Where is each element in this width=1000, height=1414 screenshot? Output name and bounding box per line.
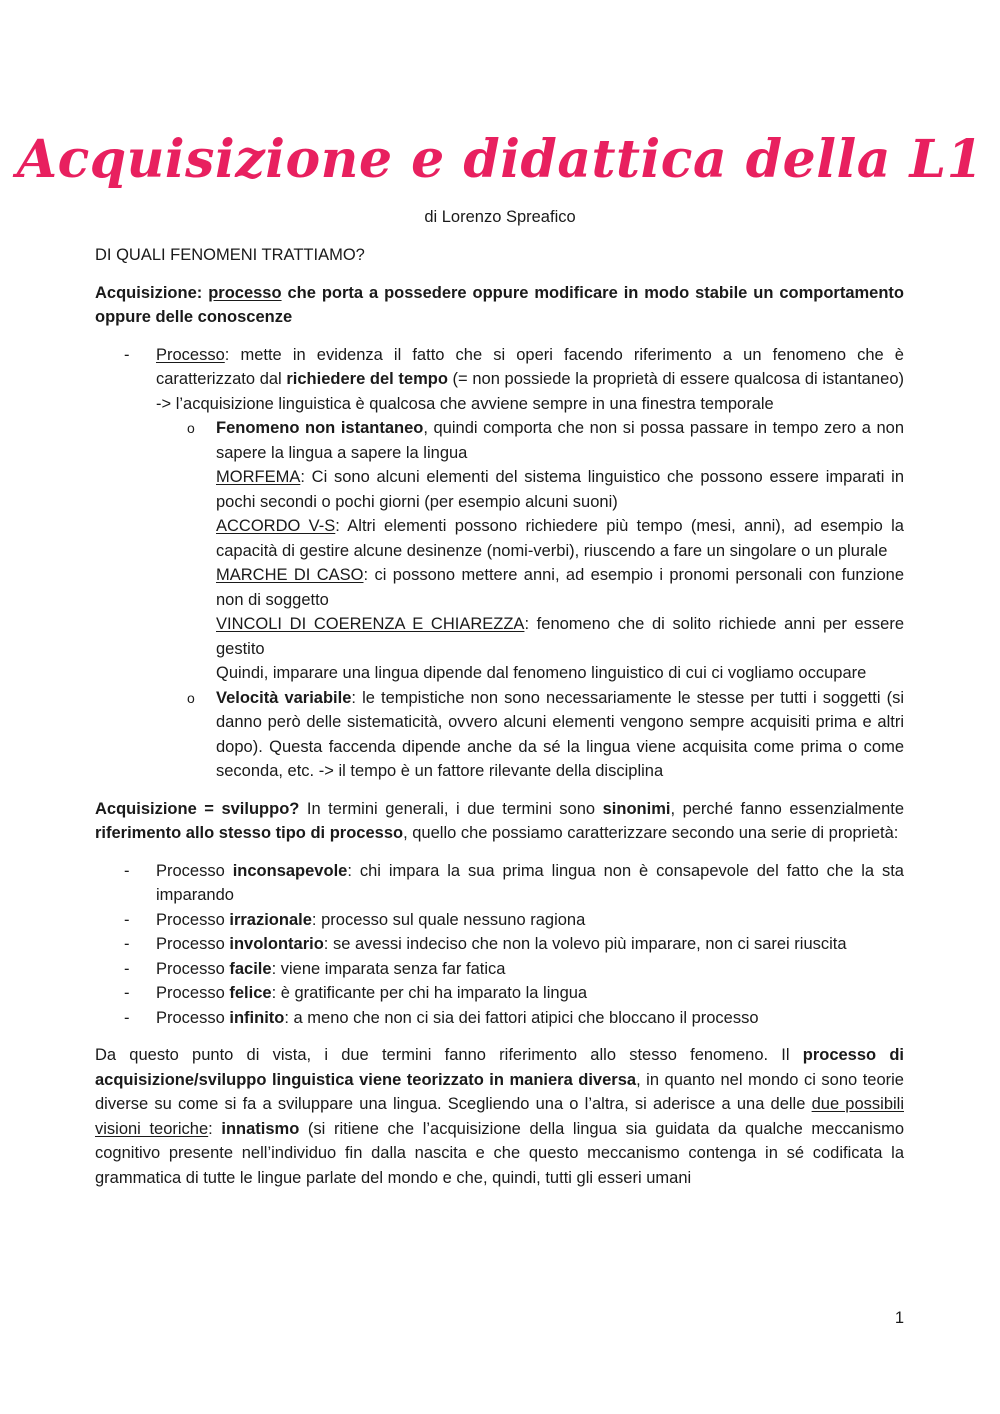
properties-list — [95, 859, 904, 1031]
property-text: : è gratificante per chi ha imparato la lingua — [271, 984, 588, 1002]
example-accordo — [216, 514, 904, 563]
definition-label: Acquisizione: — [95, 283, 203, 302]
sviluppo-text-3: , quello che possiamo caratterizzare secondo una serie di proprietà: — [403, 824, 899, 842]
property-name: involontario — [229, 935, 324, 953]
property-prefix: Processo — [156, 935, 230, 953]
dash-bullet: - — [124, 959, 130, 978]
property-item — [95, 908, 904, 933]
list-item-velocita — [156, 686, 904, 784]
non-istantaneo-title: Fenomeno non istantaneo — [216, 419, 424, 437]
example-morfema — [216, 465, 904, 514]
document-body — [95, 243, 904, 1190]
example-text: : Ci sono alcuni elementi del sistema linguistico che possono essere imparati in pochi secondi o pochi giorni (per esempio alcuni suoni) — [216, 468, 904, 511]
dash-bullet: - — [124, 861, 130, 880]
example-text: : fenomeno che di solito richiede anni per essere gestito — [216, 615, 904, 658]
property-text: : viene imparata senza far fatica — [271, 959, 506, 978]
page-number: 1 — [894, 1309, 904, 1327]
sviluppo-text-2: , perché fanno essenzialmente — [670, 799, 905, 818]
non-istantaneo-conclusion: Quindi, imparare una lingua dipende dal fenomeno linguistico di cui ci vogliamo occupare — [216, 664, 867, 682]
property-text: : processo sul quale nessuno ragiona — [311, 910, 586, 929]
circle-bullet: o — [187, 689, 195, 706]
dash-bullet: - — [124, 1008, 130, 1027]
property-name: irrazionale — [229, 910, 312, 929]
property-prefix: Processo — [156, 959, 230, 978]
final-bold-1: processo di acquisizione/sviluppo linguistica viene teorizzato in maniera diversa — [95, 1046, 904, 1089]
sviluppo-question: Acquisizione = sviluppo? — [95, 799, 300, 818]
property-name: facile — [229, 959, 272, 978]
property-name: felice — [229, 984, 272, 1002]
final-text-1: Da questo punto di vista, i due termini fanno riferimento allo stesso fenomeno. Il — [95, 1046, 803, 1064]
example-term: MARCHE DI CASO — [216, 566, 364, 584]
dash-bullet: - — [124, 910, 130, 929]
example-marche-di-caso — [216, 563, 904, 612]
dash-bullet: - — [124, 935, 130, 953]
property-prefix: Processo — [156, 984, 230, 1002]
sviluppo-paragraph — [95, 797, 904, 846]
sviluppo-bold-2: sinonimi — [602, 799, 671, 818]
property-prefix: Processo — [156, 861, 233, 880]
list-item-non-istantaneo — [156, 416, 904, 686]
property-prefix: Processo — [156, 910, 230, 929]
final-text-2: , in quanto nel mondo ci sono teorie diverse su come si fa a sviluppare una lingua. Scegliendo una o l’altra, si aderisce a una delle — [95, 1070, 904, 1113]
circle-bullet: o — [187, 420, 195, 436]
example-vincoli — [216, 612, 904, 661]
property-item — [95, 932, 904, 957]
velocita-text: : le tempistiche non sono necessariamente le stesse per tutti i soggetti (si danno però delle sistematicità, ovvero alcuni elementi vengono sempre acquisiti prima e altri dopo). Questa faccenda dipende anche da sé la lingua viene acquisita come prima o come seconda, etc. -> il tempo è un fattore rilevante della disciplina — [216, 688, 904, 780]
velocita-title: Velocità variabile — [216, 688, 352, 707]
list-item-processo — [95, 343, 904, 784]
non-istantaneo-text: , quindi comporta che non si possa passare in tempo zero a non sapere la lingua a sapere la lingua — [216, 419, 904, 462]
final-underlined: due possibili visioni teoriche — [95, 1095, 904, 1138]
process-bold: richiedere del tempo — [286, 370, 448, 388]
author-line: di Lorenzo Spreafico — [424, 208, 576, 226]
sviluppo-bold-3: riferimento allo stesso tipo di processo — [95, 824, 404, 842]
property-text: : a meno che non ci sia dei fattori atipici che bloccano il processo — [284, 1008, 759, 1027]
property-name: infinito — [229, 1008, 285, 1027]
final-text-3: : — [208, 1119, 222, 1138]
sviluppo-text-1: In termini generali, i due termini sono — [299, 799, 603, 818]
property-item — [95, 981, 904, 1006]
example-term: VINCOLI DI COERENZA E CHIAREZZA — [216, 615, 525, 633]
example-text: : Altri elementi possono richiedere più tempo (mesi, anni), ad esempio la capacità di gestire alcune desinenze (nomi-verbi), riuscendo a fare un singolare o un plurale — [216, 517, 904, 560]
final-paragraph — [95, 1043, 904, 1190]
definition-paragraph — [95, 281, 904, 330]
property-item — [95, 957, 904, 982]
property-prefix: Processo — [156, 1008, 230, 1027]
final-text-4: (si ritiene che l’acquisizione della lingua sia guidata da qualche meccanismo cognitivo presente nell’individuo fin dalla nascita e che questo meccanismo contenga in sé codificata la grammatica di tutte le lingue parlate del mondo e che, quindi, tutti gli esseri umani — [95, 1119, 905, 1187]
property-text: : chi impara la sua prima lingua non è consapevole del fatto che la sta imparando — [156, 861, 904, 904]
property-name: inconsapevole — [232, 861, 348, 880]
final-bold-2: innatismo — [221, 1119, 300, 1138]
property-item — [95, 859, 904, 908]
property-item — [95, 1006, 904, 1031]
definition-text: che porta a possedere oppure modificare in modo stabile un comportamento oppure delle conoscenze — [95, 283, 904, 326]
property-text: : se avessi indeciso che non la volevo più imparare, non ci sarei riuscita — [323, 935, 847, 953]
example-term: ACCORDO V-S — [216, 517, 336, 535]
dash-bullet: - — [124, 345, 130, 364]
definition-keyword: processo — [208, 283, 282, 302]
document-title: Acquisizione e didattica della L1 — [16, 129, 984, 190]
process-text-1: : mette in evidenza il fatto che si operi facendo riferimento a un fenomeno che è caratterizzato dal — [156, 345, 904, 388]
process-sublist — [156, 416, 904, 784]
example-term: MORFEMA — [216, 468, 301, 486]
process-term: Processo — [156, 345, 225, 364]
process-text-2: (= non possiede la proprietà di essere qualcosa di istantaneo) -> l’acquisizione linguistica è qualcosa che avviene sempre in una finestra temporale — [156, 370, 904, 413]
section-heading: DI QUALI FENOMENI TRATTIAMO? — [95, 246, 365, 264]
process-list — [95, 343, 904, 784]
dash-bullet: - — [124, 984, 130, 1002]
example-text: : ci possono mettere anni, ad esempio i pronomi personali con funzione non di soggetto — [216, 566, 905, 609]
